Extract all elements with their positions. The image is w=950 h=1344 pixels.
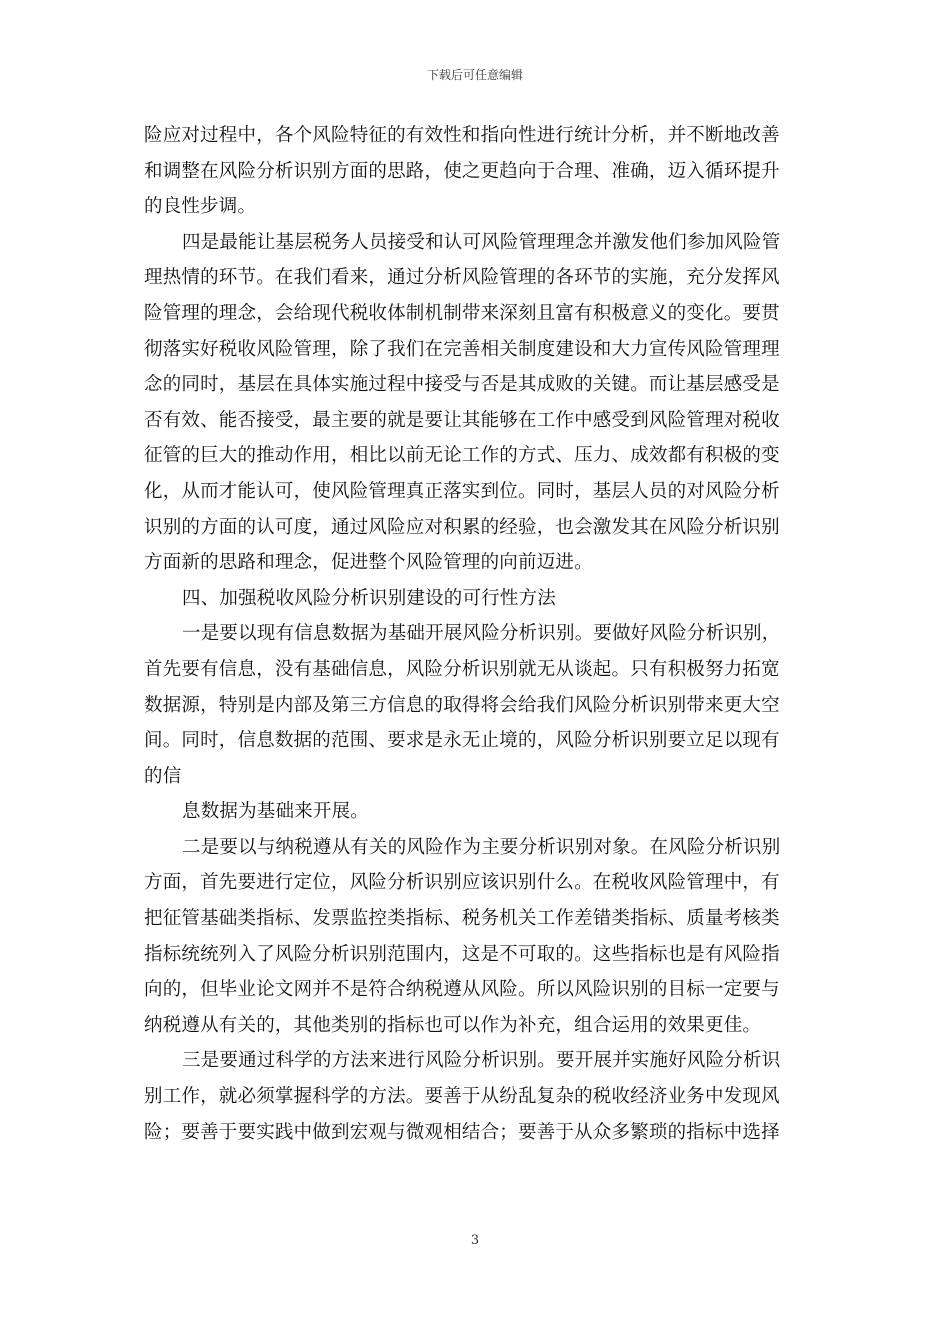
text-line: 念的同时，基层在具体实施过程中接受与否是其成败的关键。而让基层感受是 <box>144 374 780 396</box>
text-line: 征管的巨大的推动作用，相比以前无论工作的方式、压力、成效都有积极的变 <box>144 445 780 467</box>
text-line: 险；要善于要实践中做到宏观与微观相结合；要善于从众多繁琐的指标中选择 <box>144 1121 780 1143</box>
document-body <box>144 118 808 1150</box>
text-line: 四、加强税收风险分析识别建设的可行性方法 <box>182 587 557 609</box>
text-line: 把征管基础类指标、发票监控类指标、税务机关工作差错类指标、质量考核类 <box>144 908 780 930</box>
text-line: 彻落实好税收风险管理，除了我们在完善相关制度建设和大力宣传风险管理理 <box>144 338 780 360</box>
text-line: 否有效、能否接受，最主要的就是要让其能够在工作中感受到风险管理对税收 <box>144 409 780 431</box>
text-line: 息数据为基础来开展。 <box>182 801 370 823</box>
text-line: 化，从而才能认可，使风险管理真正落实到位。同时，基层人员的对风险分析 <box>144 480 780 502</box>
text-line: 指标统统列入了风险分析识别范围内，这是不可取的。这些指标也是有风险指 <box>144 943 780 965</box>
text-line: 一是要以现有信息数据为基础开展风险分析识别。要做好风险分析识别， <box>182 623 781 645</box>
text-line: 方面新的思路和理念，促进整个风险管理的向前迈进。 <box>144 552 593 574</box>
text-line: 险管理的理念，会给现代税收体制机制带来深刻且富有积极意义的变化。要贯 <box>144 302 780 324</box>
text-line: 和调整在风险分析识别方面的思路，使之更趋向于合理、准确，迈入循环提升 <box>144 160 780 182</box>
text-line: 险应对过程中，各个风险特征的有效性和指向性进行统计分析，并不断地改善 <box>144 125 780 146</box>
text-line: 纳税遵从有关的，其他类别的指标也可以作为补充，组合运用的效果更佳。 <box>144 1014 762 1036</box>
text-line: 的信 <box>144 765 182 787</box>
text-line: 四是最能让基层税务人员接受和认可风险管理理念并激发他们参加风险管 <box>182 231 781 253</box>
text-line: 别工作，就必须掌握科学的方法。要善于从纷乱复杂的税收经济业务中发现风 <box>144 1086 780 1108</box>
text-line: 数据源，特别是内部及第三方信息的取得将会给我们风险分析识别带来更大空 <box>144 694 780 716</box>
text-line: 二是要以与纳税遵从有关的风险作为主要分析识别对象。在风险分析识别 <box>182 836 781 858</box>
text-line: 首先要有信息，没有基础信息，风险分析识别就无从谈起。只有积极努力拓宽 <box>144 658 780 680</box>
page-header: 下载后可任意编辑 <box>426 68 523 82</box>
text-line: 间。同时，信息数据的范围、要求是永无止境的，风险分析识别要立足以现有 <box>144 730 780 752</box>
text-line: 理热情的环节。在我们看来，通过分析风险管理的各环节的实施，充分发挥风 <box>144 267 780 289</box>
text-line: 的良性步调。 <box>144 196 257 218</box>
text-line: 三是要通过科学的方法来进行风险分析识别。要开展并实施好风险分析识 <box>182 1050 781 1072</box>
text-line: 识别的方面的认可度，通过风险应对积累的经验，也会激发其在风险分析识别 <box>144 516 780 538</box>
page-number: 3 <box>470 1233 480 1248</box>
text-line: 向的，但毕业论文网并不是符合纳税遵从风险。所以风险识别的目标一定要与 <box>144 979 780 1001</box>
text-line: 方面，首先要进行定位，风险分析识别应该识别什么。在税收风险管理中，有 <box>144 872 780 894</box>
